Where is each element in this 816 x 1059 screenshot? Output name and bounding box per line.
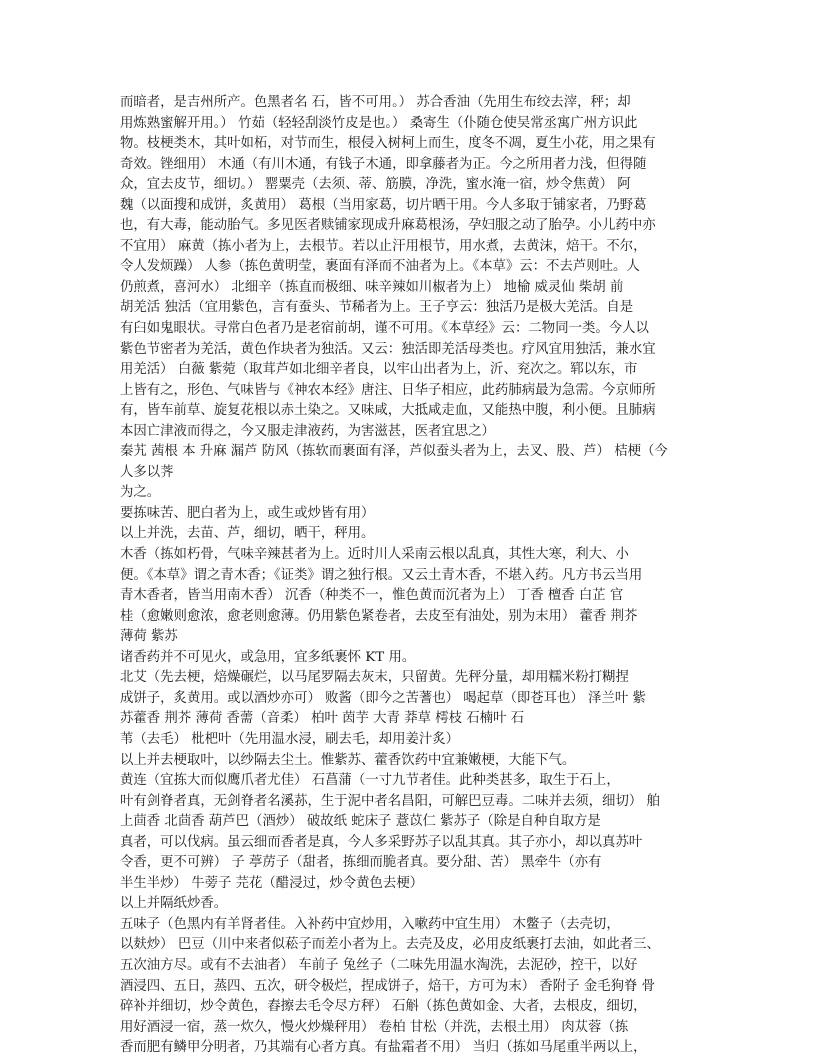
text-line: 为之。 — [120, 485, 161, 501]
text-line: 以上并洗，去苗、芦，细切，晒干，秤用。 — [120, 526, 375, 542]
text-line: 苏藿香 荆芥 薄荷 香薷（音柔） 柏叶 茵芋 大青 莽草 樗枝 石楠叶 石 — [120, 711, 525, 727]
text-line: 木香（拣如朽骨，气味辛辣甚者为上。近时川人采南云根以乱真，其性大寒，利大、小 — [120, 547, 629, 563]
text-line: 北艾（先去梗，焙燥碾烂，以马尾罗隔去灰末，只留黄。先秤分量，却用糯米粉打糊捏 — [120, 670, 629, 686]
text-line: 有，皆车前草、旋复花根以赤土染之。又味咸，大抵咸走血，又能热中腹，利小便。且肺病 — [120, 403, 656, 419]
text-line: 秦艽 茜根 本 升麻 漏芦 防风（拣软而裹面有泽，芦似蚕头者为上，去叉、股、芦） 桔梗（今 — [120, 444, 668, 460]
text-line: 以上并隔纸炒香。 — [120, 896, 228, 912]
text-line: 魏（以面搜和成饼，炙黄用） 葛根（当用家葛，切片晒干用。今人多取于铺家者，乃野葛 — [120, 197, 647, 213]
text-line: 而暗者，是吉州所产。色黑者名 石，皆不可用。） 苏合香油（先用生布绞去滓，秤；却 — [120, 95, 631, 110]
text-line: 用好酒浸一宿，蒸一炊久，慢火炒燥秤用） 卷柏 甘松（并洗，去根土用） 肉苁蓉（拣 — [120, 1019, 629, 1035]
text-line: 上茴香 北茴香 葫芦巴（酒炒） 破故纸 蛇床子 薏苡仁 紫苏子（除是自种自取方是 — [120, 814, 601, 830]
text-line: 以麸炒） 巴豆（川中来者似菘子而差小者为上。去壳及皮，必用皮纸裹打去油，如此者三、 — [120, 937, 660, 953]
text-line: 桂（愈嫩则愈浓，愈老则愈薄。仍用紫色紧卷者，去皮至有油处，别为末用） 藿香 荆芥 — [120, 608, 638, 624]
text-line: 苇（去毛） 枇杷叶（先用温水浸，刷去毛，却用姜汁炙） — [120, 731, 460, 747]
text-line: 叶有剑脊者真，无剑脊者名溪荪，生于泥中者名昌阳，可解巴豆毒。二味并去须，细切） 舶 — [120, 793, 660, 809]
text-line: 也，有大毒，能动胎气。多见医者赎铺家现成升麻葛根汤，孕妇服之动了胎孕。小儿药中亦 — [120, 218, 656, 234]
text-line: 五次油方尽。或有不去油者） 车前子 兔丝子（二味先用温水淘洗，去泥砂，控干，以好 — [120, 957, 638, 973]
text-line: 上皆有之，形色、气味皆与《神农本经》唐注、日华子相应，此药肺病最为急需。今京师所 — [120, 382, 656, 398]
text-line: 黄连（宜拣大而似鹰爪者尤佳） 石菖蒲（一寸九节者佳。此种类甚多，取生于石上， — [120, 773, 620, 789]
text-line: 真者，可以伐病。虽云细而香者是真，今人多采野苏子以乱其真。其子亦小，却以真苏叶 — [120, 834, 643, 850]
text-line: 物。枝梗类木，其叶如柘，对节而生，根侵入树柯上而生，度冬不凋，夏生小花，用之果有 — [120, 136, 656, 152]
text-line: 不宜用） 麻黄（拣小者为上，去根节。若以止汗用根节，用水煮，去黄沫，焙干。不尔， — [120, 238, 647, 254]
text-line: 以上并去梗取叶，以纱隔去尘土。惟紫苏、藿香饮药中宜兼嫩梗，大能下气。 — [120, 752, 576, 768]
text-line: 便。《本草》谓之青木香；《证类》谓之独行根。又云土青木香，不堪入药。凡方书云当用 — [120, 567, 643, 583]
text-line: 酒浸四、五日，蒸四、五次，研令极烂，捏成饼子，焙干，方可为末） 香附子 金毛狗脊 骨 — [120, 978, 656, 994]
text-line: 用炼熟蜜解开用。） 竹茹（轻轻刮淡竹皮是也。） 桑寄生（仆随仓使吴常丞寓广州方识此 — [120, 115, 638, 131]
text-line: 仍煎煮，喜河水） 北细辛（拣直而极细、味辛辣如川椒者为上） 地榆 威灵仙 柴胡 前 — [120, 279, 624, 295]
text-line: 令香，更不可辨） 子 葶苈子（甜者，拣细而脆者真。要分甜、苦） 黑牵牛（亦有 — [120, 855, 602, 871]
text-line: 用羌活） 白薇 紫菀（取茸芦如北细辛者良，以牢山出者为上，沂、兖次之。郓以东，市 — [120, 362, 638, 378]
text-line: 成饼子，炙黄用。或以酒炒亦可） 败酱（即今之苦蓍也） 喝起草（即苍耳也） 泽兰叶 紫 — [120, 690, 646, 706]
text-line: 薄荷 紫苏 — [120, 629, 178, 645]
text-line: 半生半炒） 牛蒡子 芫花（醋浸过，炒令黄色去梗） — [120, 875, 424, 891]
text-line: 胡羌活 独活（宜用紫色，言有蚕头、节稀者为上。王子亨云：独活乃是极大羌活。自是 — [120, 300, 634, 316]
text-line: 五味子（色黑内有羊肾者佳。入补药中宜炒用，入嗽药中宜生用） 木鳖子（去壳切， — [120, 916, 620, 932]
text-line: 要拣味苦、肥白者为上，或生或炒皆有用） — [120, 505, 375, 521]
text-line: 本因亡津液而得之，今又服走津液药，为害滋甚，医者宜思之） — [120, 423, 495, 439]
text-line: 诸香药并不可见火，或急用，宜多纸裹怀 KT 用。 — [120, 649, 416, 665]
text-line: 碎补并细切，炒令黄色，舂擦去毛令尽方秤） 石斛（拣色黄如金、大者，去根皮，细切， — [120, 999, 647, 1015]
text-line: 奇效。锉细用） 木通（有川木通，有钱子木通，即拿藤者为正。今之所用者力浅，但得随 — [120, 156, 647, 172]
document-page — [120, 93, 700, 1059]
text-line: 人多以荠 — [120, 464, 174, 480]
text-line: 紫色节密者为羌活，黄色作块者为独活。又云：独活即羌活母类也。疗风宜用独活，兼水宜 — [120, 341, 656, 357]
text-line: 令人发烦躁） 人参（拣色黄明莹，裹面有泽而不油者为上。《本草》云：不去芦则吐。人 — [120, 259, 640, 275]
text-line: 香而肥有鳞甲分明者，乃其端有心者方真。有盐霜者不用） 当归（拣如马尾重半两以上， — [120, 1040, 647, 1056]
text-line: 青木香者，皆当用南木香） 沉香（种类不一，惟色黄而沉者为上） 丁香 檀香 白芷 官 — [120, 588, 624, 604]
text-line: 有臼如鬼眼状。寻常白色者乃是老宿前胡，谨不可用。《本草经》云：二物同一类。今人以 — [120, 321, 649, 337]
text-line: 众，宜去皮节，细切。） 罂粟壳（去须、蒂、筋膜，净洗，蜜水淹一宿，炒令焦黄） 阿 — [120, 177, 631, 193]
